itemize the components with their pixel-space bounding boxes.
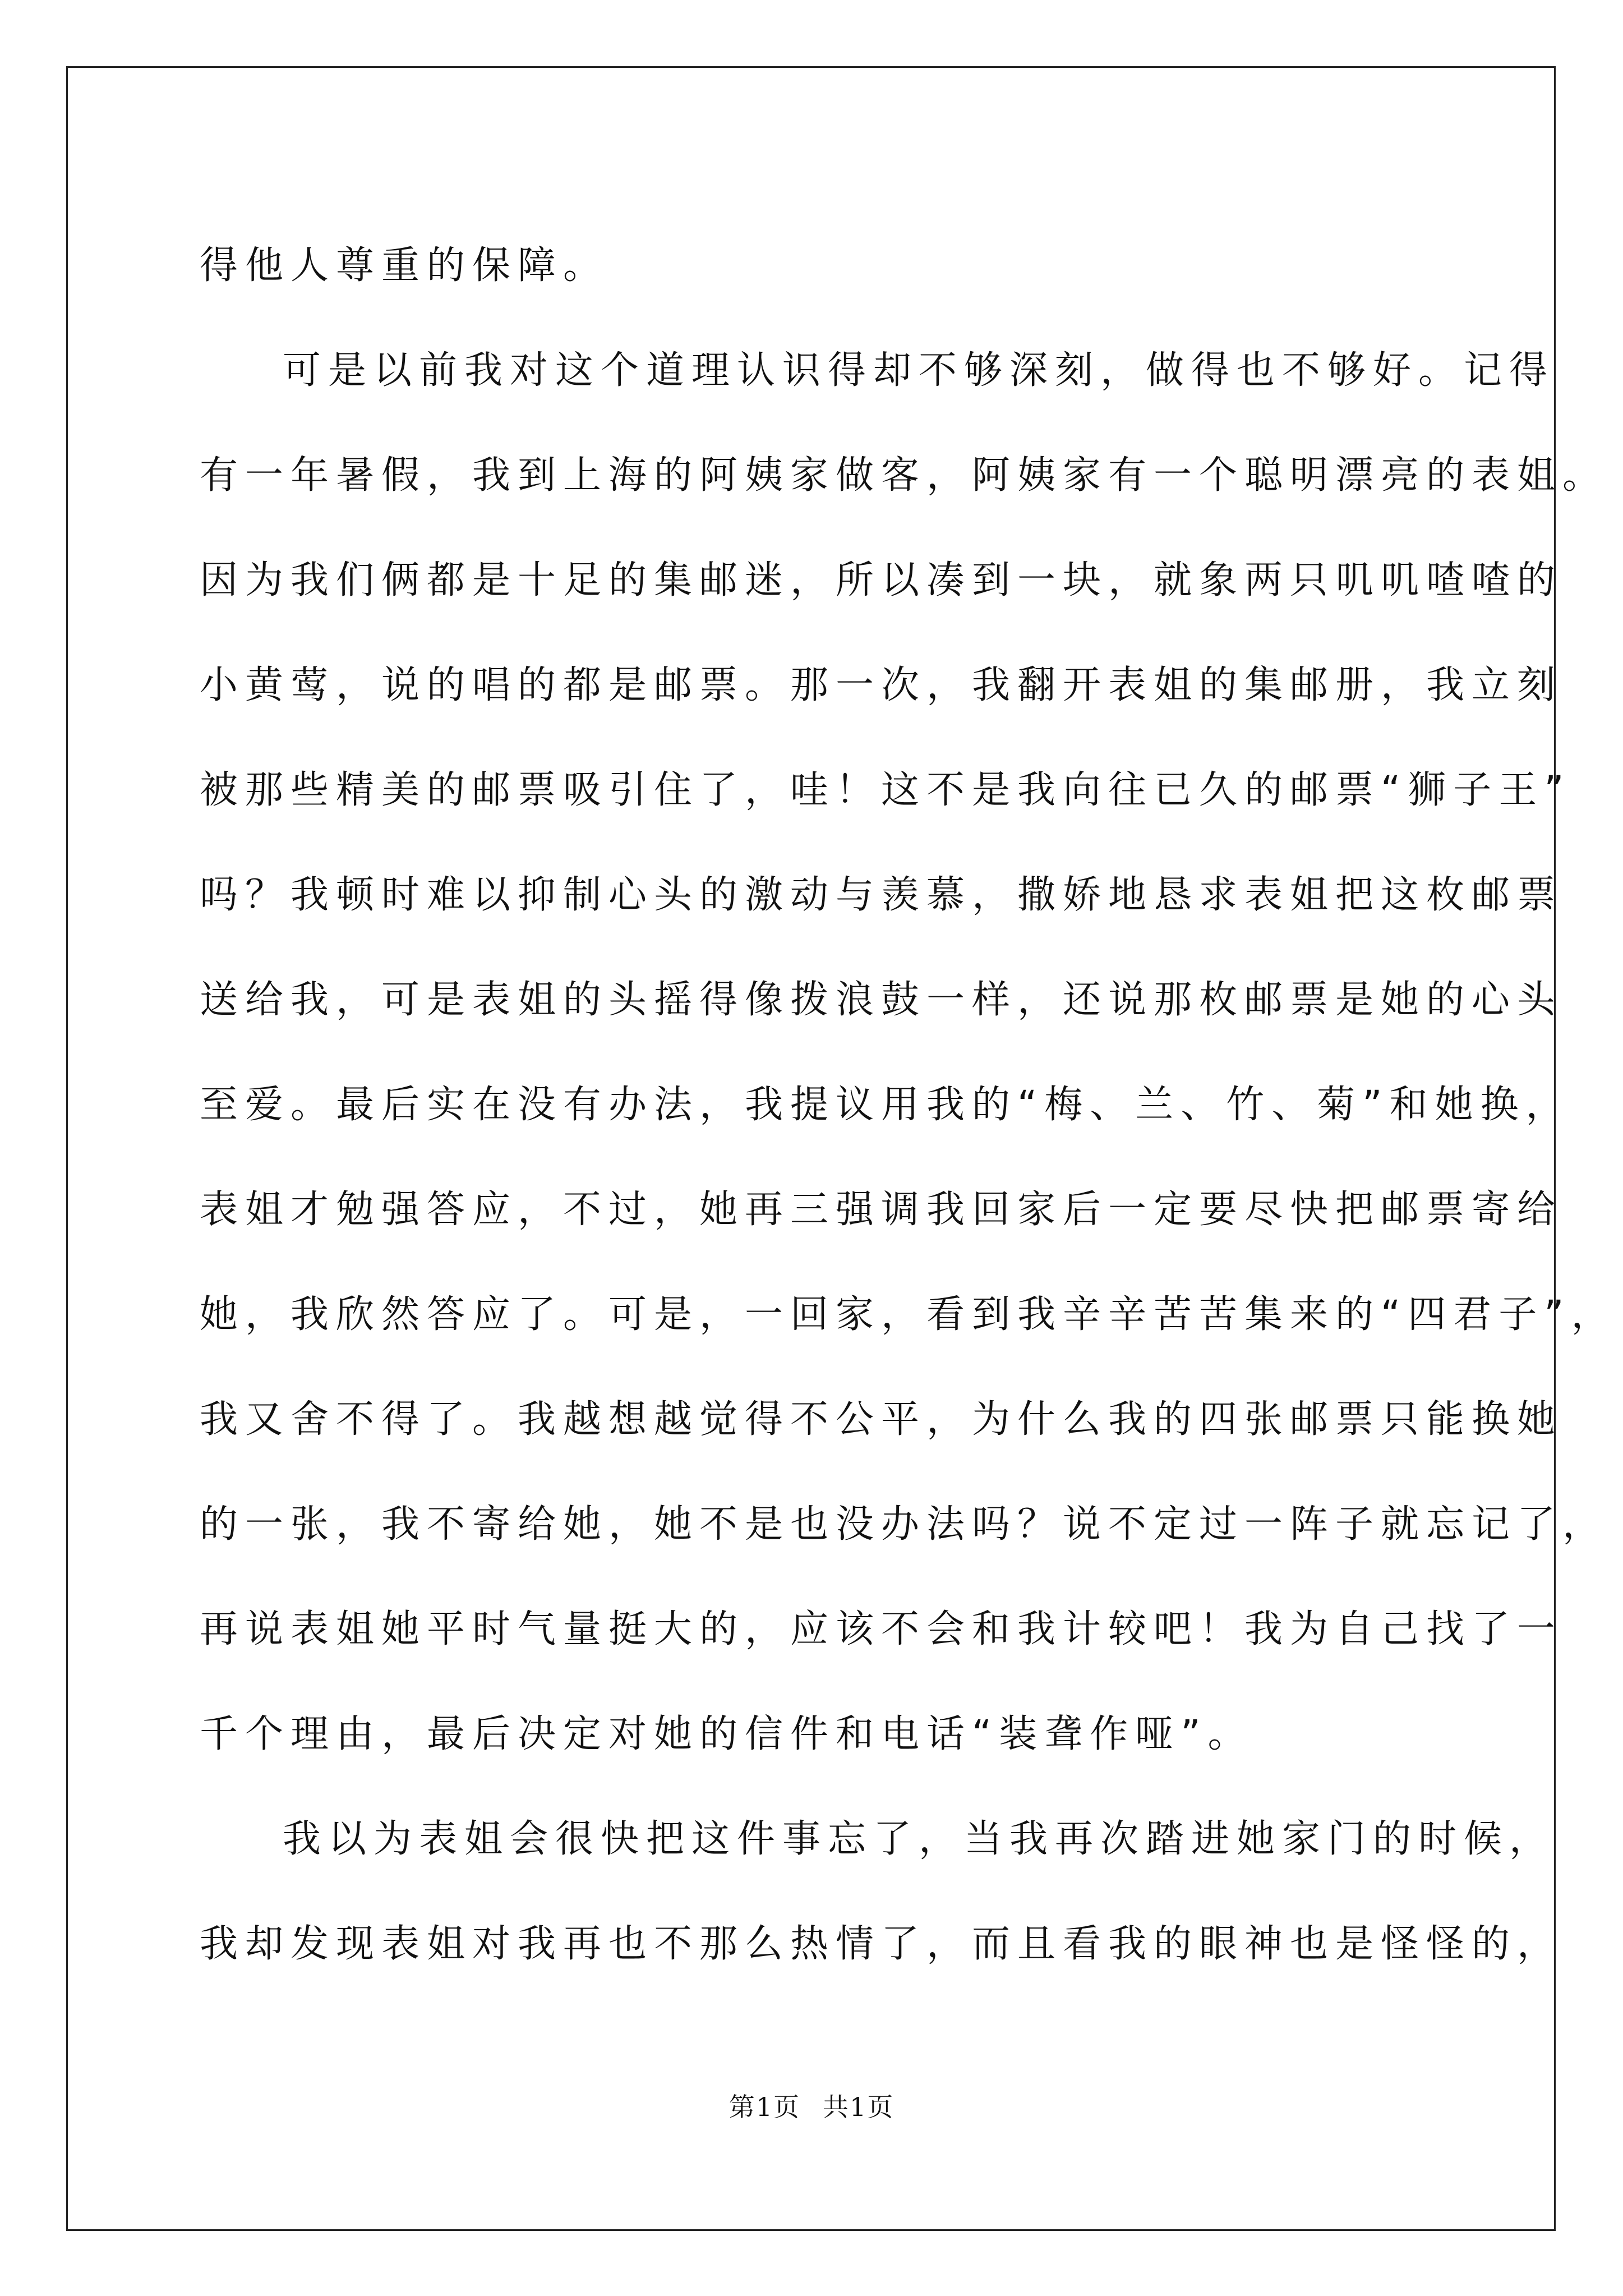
text-line: 得他人尊重的保障。 bbox=[200, 243, 609, 288]
text-line: 表姐才勉强答应，不过，她再三强调我回家后一定要尽快把邮票寄给 bbox=[200, 1188, 1563, 1232]
page-total: 共1页 bbox=[823, 2092, 895, 2122]
text-line: 至爱。最后实在没有办法，我提议用我的“梅、兰、竹、菊”和她换， bbox=[200, 1083, 1571, 1127]
text-line: 小黄莺，说的唱的都是邮票。那一次，我翻开表姐的集邮册，我立刻 bbox=[200, 663, 1563, 707]
text-line: 吗？我顿时难以抑制心头的激动与羡慕，撒娇地恳求表姐把这枚邮票 bbox=[200, 873, 1563, 917]
text-line: 的一张，我不寄给她，她不是也没办法吗？说不定过一阵子就忘记了， bbox=[200, 1502, 1608, 1547]
text-line: 被那些精美的邮票吸引住了，哇！这不是我向往已久的邮票“狮子王” bbox=[200, 768, 1571, 812]
text-line: 千个理由，最后决定对她的信件和电话“装聋作哑”。 bbox=[200, 1712, 1253, 1756]
text-line: 她，我欣然答应了。可是，一回家，看到我辛辛苦苦集来的“四君子”， bbox=[200, 1292, 1617, 1337]
text-line: 可是以前我对这个道理认识得却不够深刻，做得也不够好。记得 bbox=[283, 348, 1555, 393]
text-line: 我又舍不得了。我越想越觉得不公平，为什么我的四张邮票只能换她 bbox=[200, 1397, 1563, 1442]
text-line: 再说表姐她平时气量挺大的，应该不会和我计较吧！我为自己找了一 bbox=[200, 1607, 1563, 1651]
page-footer bbox=[0, 2087, 1623, 2124]
text-line: 有一年暑假，我到上海的阿姨家做客，阿姨家有一个聪明漂亮的表姐。 bbox=[200, 453, 1608, 498]
text-line: 送给我，可是表姐的头摇得像拨浪鼓一样，还说那枚邮票是她的心头 bbox=[200, 978, 1563, 1022]
document-body bbox=[200, 213, 1617, 1996]
page-number: 第1页 bbox=[728, 2092, 800, 2122]
text-line: 因为我们俩都是十足的集邮迷，所以凑到一块，就象两只叽叽喳喳的 bbox=[200, 558, 1563, 602]
text-line: 我却发现表姐对我再也不那么热情了，而且看我的眼神也是怪怪的， bbox=[200, 1922, 1563, 1966]
text-line: 我以为表姐会很快把这件事忘了，当我再次踏进她家门的时候， bbox=[283, 1817, 1555, 1861]
